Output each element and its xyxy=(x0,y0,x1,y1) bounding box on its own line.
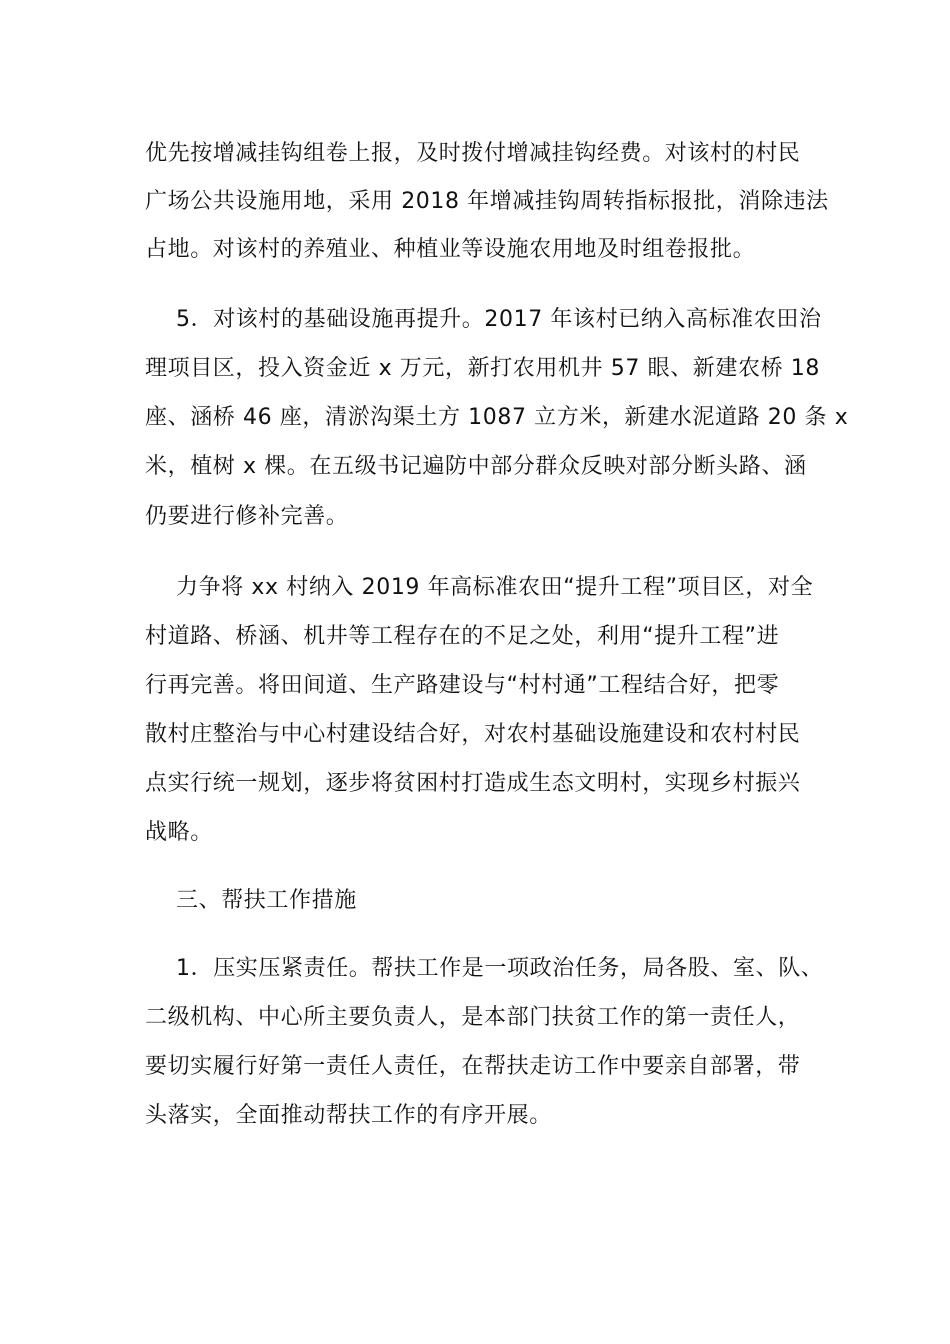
text-line: 行再完善。将田间道、生产路建设与“村村通”工程结合好，把零 xyxy=(145,673,780,698)
text-line: 理项目区，投入资金近 x 万元，新打农用机井 57 眼、新建农桥 18 xyxy=(145,356,820,381)
text-line: 占地。对该村的养殖业、种植业等设施农用地及时组卷报批。 xyxy=(145,237,756,262)
text-line: 仍要进行修补完善。 xyxy=(145,504,349,529)
text-line: 散村庄整治与中心村建设结合好，对农村基础设施建设和农村村民 xyxy=(145,722,801,747)
text-line: 二级机构、中心所主要负责人，是本部门扶贫工作的第一责任人， xyxy=(145,1005,801,1030)
text-line: 广场公共设施用地，采用 2018 年增减挂钩周转指标报批，消除违法 xyxy=(145,189,829,214)
text-line: 点实行统一规划，逐步将贫困村打造成生态文明村，实现乡村振兴 xyxy=(145,771,801,796)
text-line: 头落实，全面推动帮扶工作的有序开展。 xyxy=(145,1103,552,1128)
text-line: 座、涵桥 46 座，清淤沟渠土方 1087 立方米，新建水泥道路 20 条 x xyxy=(145,405,849,430)
text-line: 村道路、桥涵、机井等工程存在的不足之处，利用“提升工程”进 xyxy=(145,624,780,649)
text-line: 要切实履行好第一责任人责任，在帮扶走访工作中要亲自部署，带 xyxy=(145,1054,801,1079)
text-line: 力争将 xx 村纳入 2019 年高标准农田“提升工程”项目区，对全 xyxy=(176,575,814,600)
text-line: 米，植树 x 棵。在五级书记遍防中部分群众反映对部分断头路、涵 xyxy=(145,454,807,479)
section-heading-text: 三、帮扶工作措施 xyxy=(176,888,357,913)
text-line: 5．对该村的基础设施再提升。2017 年该村已纳入高标准农田治 xyxy=(176,307,822,332)
text-line: 1．压实压紧责任。帮扶工作是一项政治任务，局各股、室、队、 xyxy=(176,956,824,981)
text-line: 优先按增减挂钩组卷上报，及时拨付增减挂钩经费。对该村的村民 xyxy=(145,141,801,166)
text-line: 战略。 xyxy=(145,820,213,845)
